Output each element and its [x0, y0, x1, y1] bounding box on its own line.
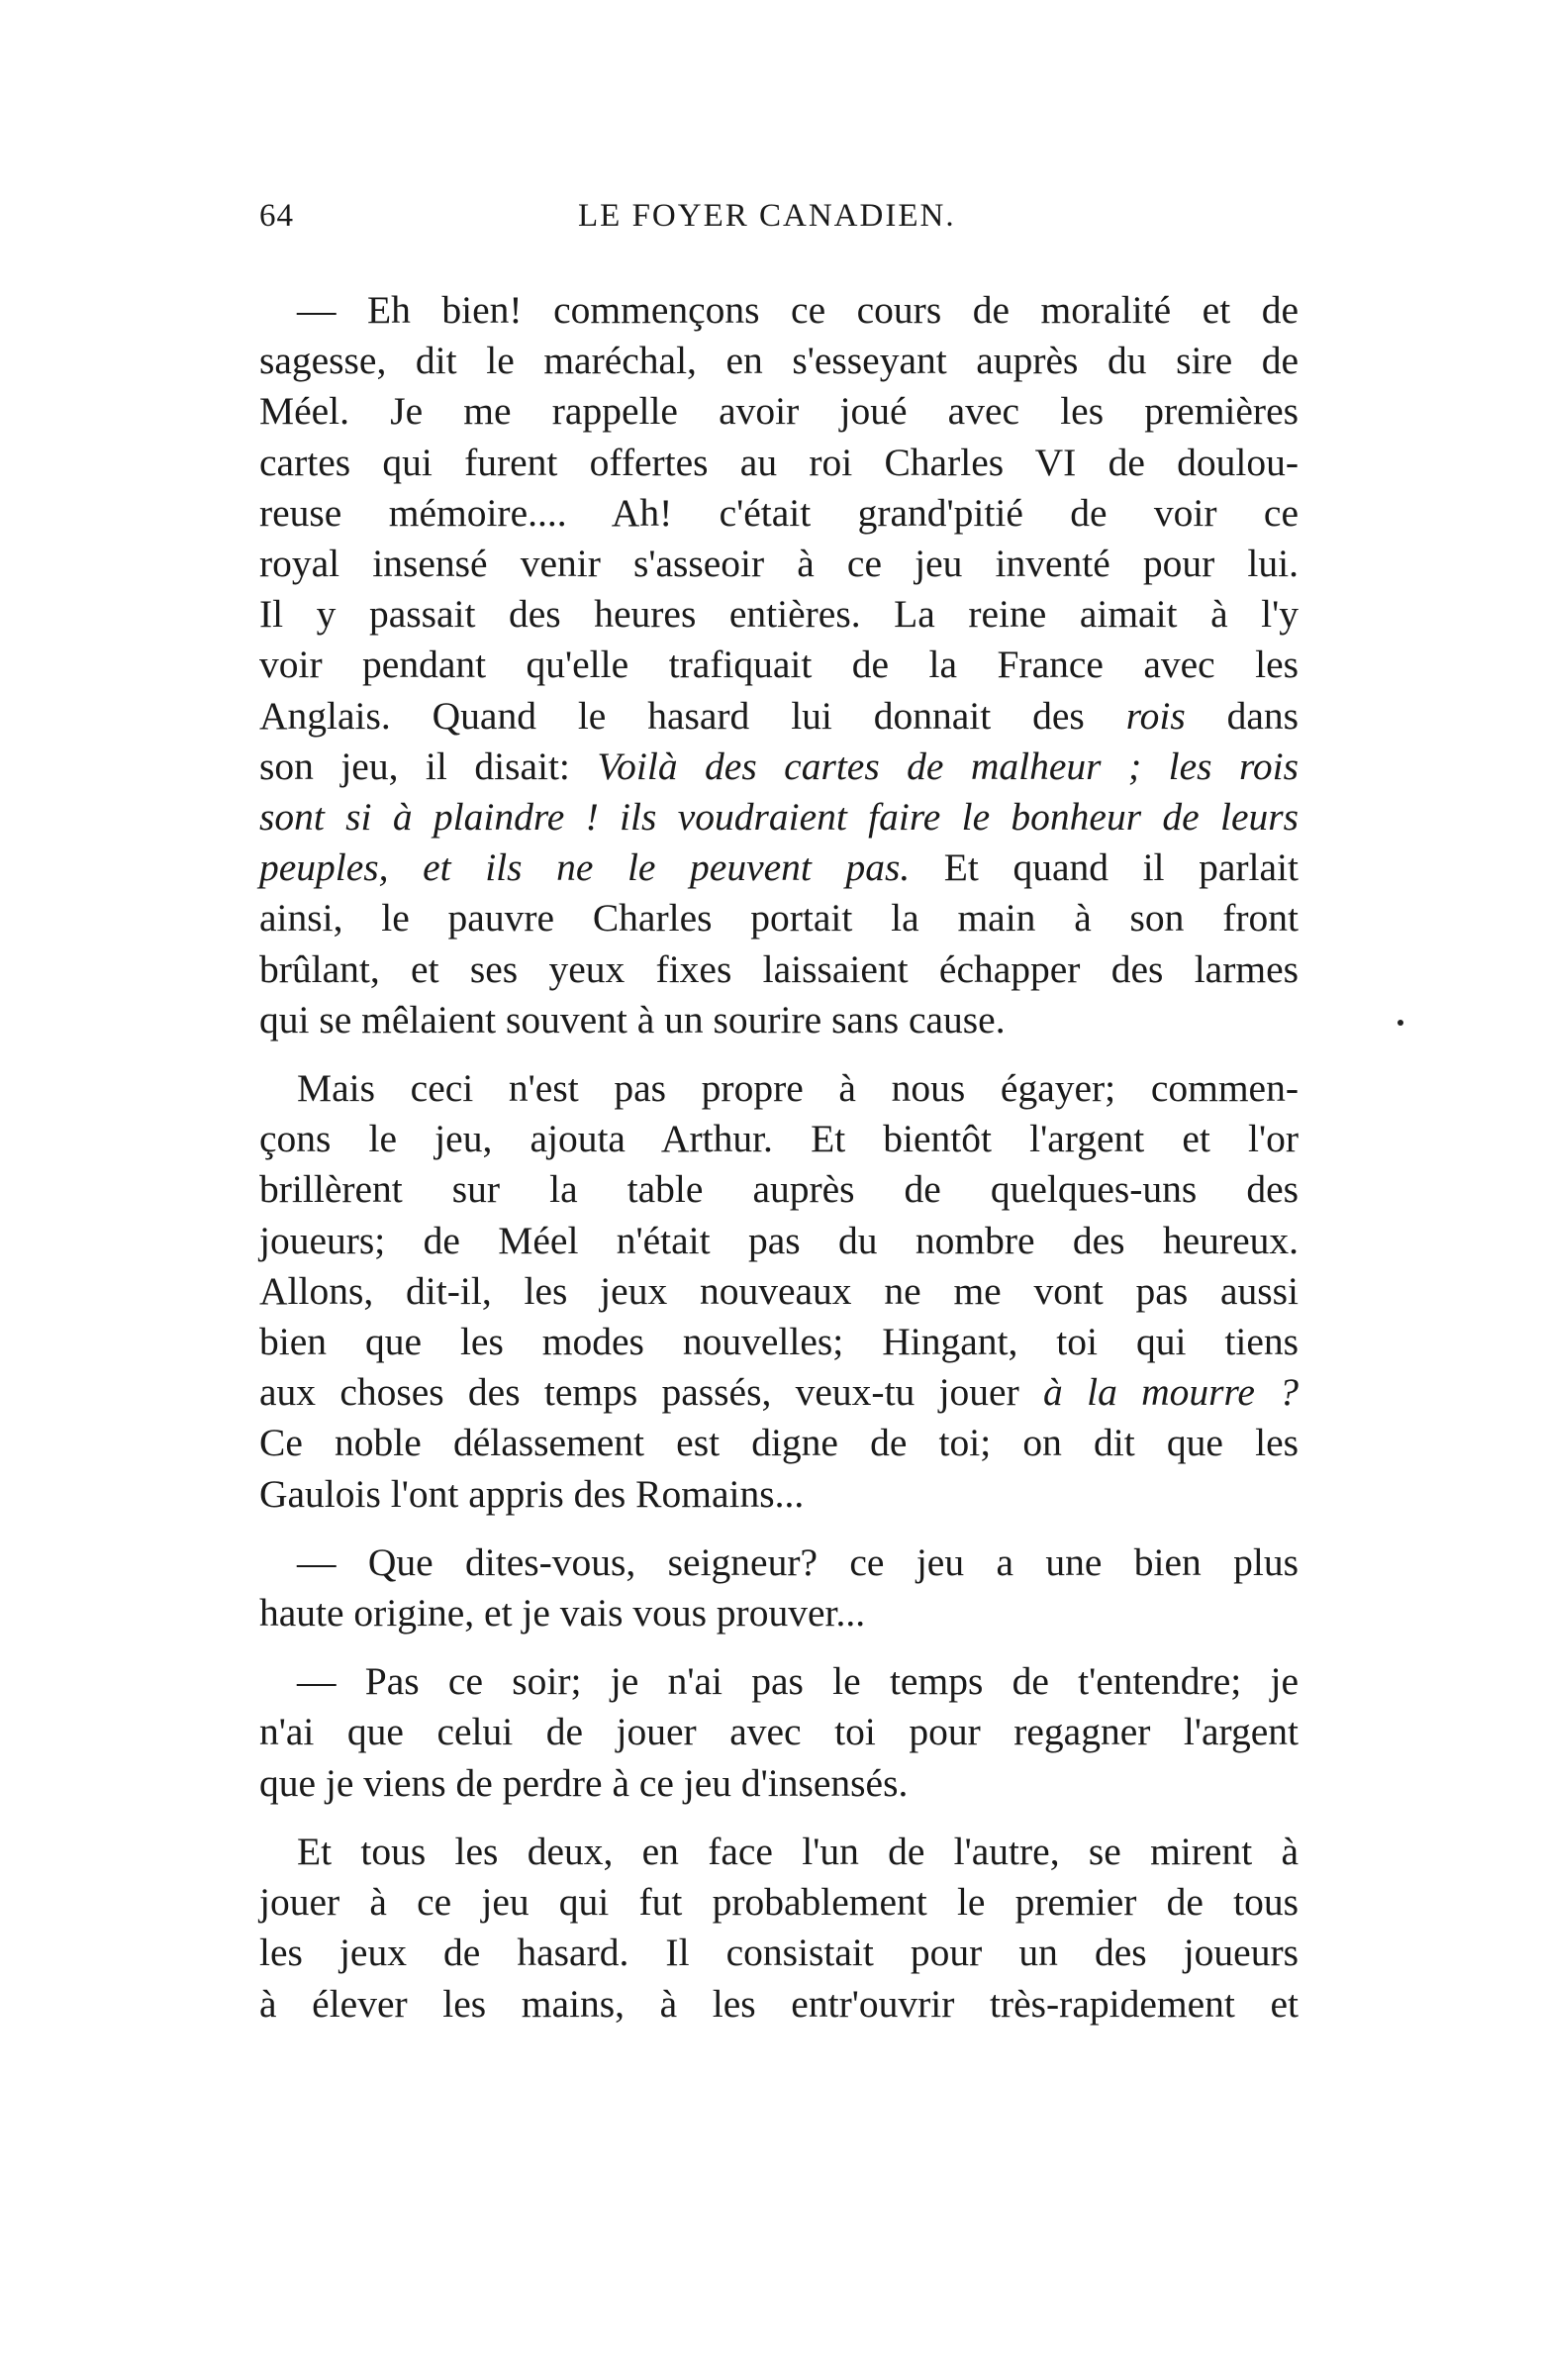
text-line: n'ai que celui de jouer avec toi pour regagner l'argent	[259, 1710, 1299, 1754]
paragraph-1	[259, 285, 1299, 1045]
running-head	[259, 198, 1308, 242]
text-line: à élever les mains, à les entr'ouvrir très-rapidement et	[259, 1981, 1299, 2026]
text-line: jouer à ce jeu qui fut probablement le premier de tous	[259, 1880, 1299, 1925]
text-line: Mais ceci n'est pas propre à nous égayer; commen-	[297, 1066, 1299, 1111]
text-line: Gaulois l'ont appris des Romains...	[259, 1471, 805, 1516]
text-line: Méel. Je me rappelle avoir joué avec les premières	[259, 389, 1299, 434]
text-line: — Eh bien! commençons ce cours de moralité et de	[297, 288, 1299, 332]
text-line: brillèrent sur la table auprès de quelques-uns des	[259, 1167, 1299, 1212]
text-line: ainsi, le pauvre Charles portait la main à son front	[259, 896, 1299, 941]
text-line: çons le jeu, ajouta Arthur. Et bientôt l'argent et l'or	[259, 1117, 1299, 1161]
text-line: voir pendant qu'elle trafiquait de la France avec les	[259, 643, 1299, 687]
margin-speck	[1397, 1020, 1403, 1026]
italic-word: rois	[1125, 693, 1186, 738]
running-title: LE FOYER CANADIEN.	[578, 198, 956, 234]
paragraph-2	[259, 1063, 1299, 1520]
text-line: — Pas ce soir; je n'ai pas le temps de t'entendre; je	[297, 1659, 1299, 1704]
paragraph-4	[259, 1656, 1299, 1809]
paragraph-3	[259, 1537, 1299, 1638]
text-line: peuples, et ils ne le peuvent pas. Et quand il parlait	[259, 845, 1299, 890]
text-line: Anglais. Quand le hasard lui donnait des rois dans	[259, 693, 1299, 738]
text-line: brûlant, et ses yeux fixes laissaient échapper des larmes	[259, 946, 1299, 991]
italic-phrase: à la mourre ?	[1043, 1370, 1299, 1415]
text-line: son jeu, il disait: Voilà des cartes de malheur ; les rois	[259, 744, 1299, 788]
text-line: bien que les modes nouvelles; Hingant, toi qui tiens	[259, 1320, 1299, 1364]
text-line: royal insensé venir s'asseoir à ce jeu inventé pour lui.	[259, 542, 1299, 586]
italic-quote: Voilà des cartes de malheur ; les rois	[597, 744, 1299, 788]
text-line: reuse mémoire.... Ah! c'était grand'pitié de voir ce	[259, 490, 1299, 535]
text-line: les jeux de hasard. Il consistait pour un des joueurs	[259, 1931, 1299, 1975]
text-line: cartes qui furent offertes au roi Charles VI de doulou-	[259, 440, 1299, 484]
text-line: — Que dites-vous, seigneur? ce jeu a une bien plus	[297, 1539, 1299, 1584]
text-line: sagesse, dit le maréchal, en s'esseyant auprès du sire de	[259, 339, 1299, 383]
text-line: Allons, dit-il, les jeux nouveaux ne me vont pas aussi	[259, 1268, 1299, 1313]
text-line: aux choses des temps passés, veux-tu jouer à la mourre ?	[259, 1370, 1299, 1415]
body-text	[259, 285, 1299, 2030]
italic-quote: peuples, et ils ne le peuvent pas.	[259, 845, 911, 890]
text-line: Et tous les deux, en face l'un de l'autre, se mirent à	[297, 1829, 1299, 1873]
page-number: 64	[259, 198, 294, 234]
text-line: Il y passait des heures entières. La reine aimait à l'y	[259, 592, 1299, 637]
text-line: joueurs; de Méel n'était pas du nombre des heureux.	[259, 1218, 1299, 1262]
text-line: qui se mêlaient souvent à un sourire sans cause.	[259, 997, 1006, 1041]
text-line	[259, 792, 1299, 843]
text-line: Ce noble délassement est digne de toi; on dit que les	[259, 1421, 1299, 1465]
text-line: que je viens de perdre à ce jeu d'insensés.	[259, 1760, 909, 1805]
italic-quote: sont si à plaindre ! ils voudraient faire le bonheur de leurs	[259, 795, 1299, 840]
text-line: haute origine, et je vais vous prouver...	[259, 1591, 866, 1636]
paragraph-5	[259, 1827, 1299, 2030]
